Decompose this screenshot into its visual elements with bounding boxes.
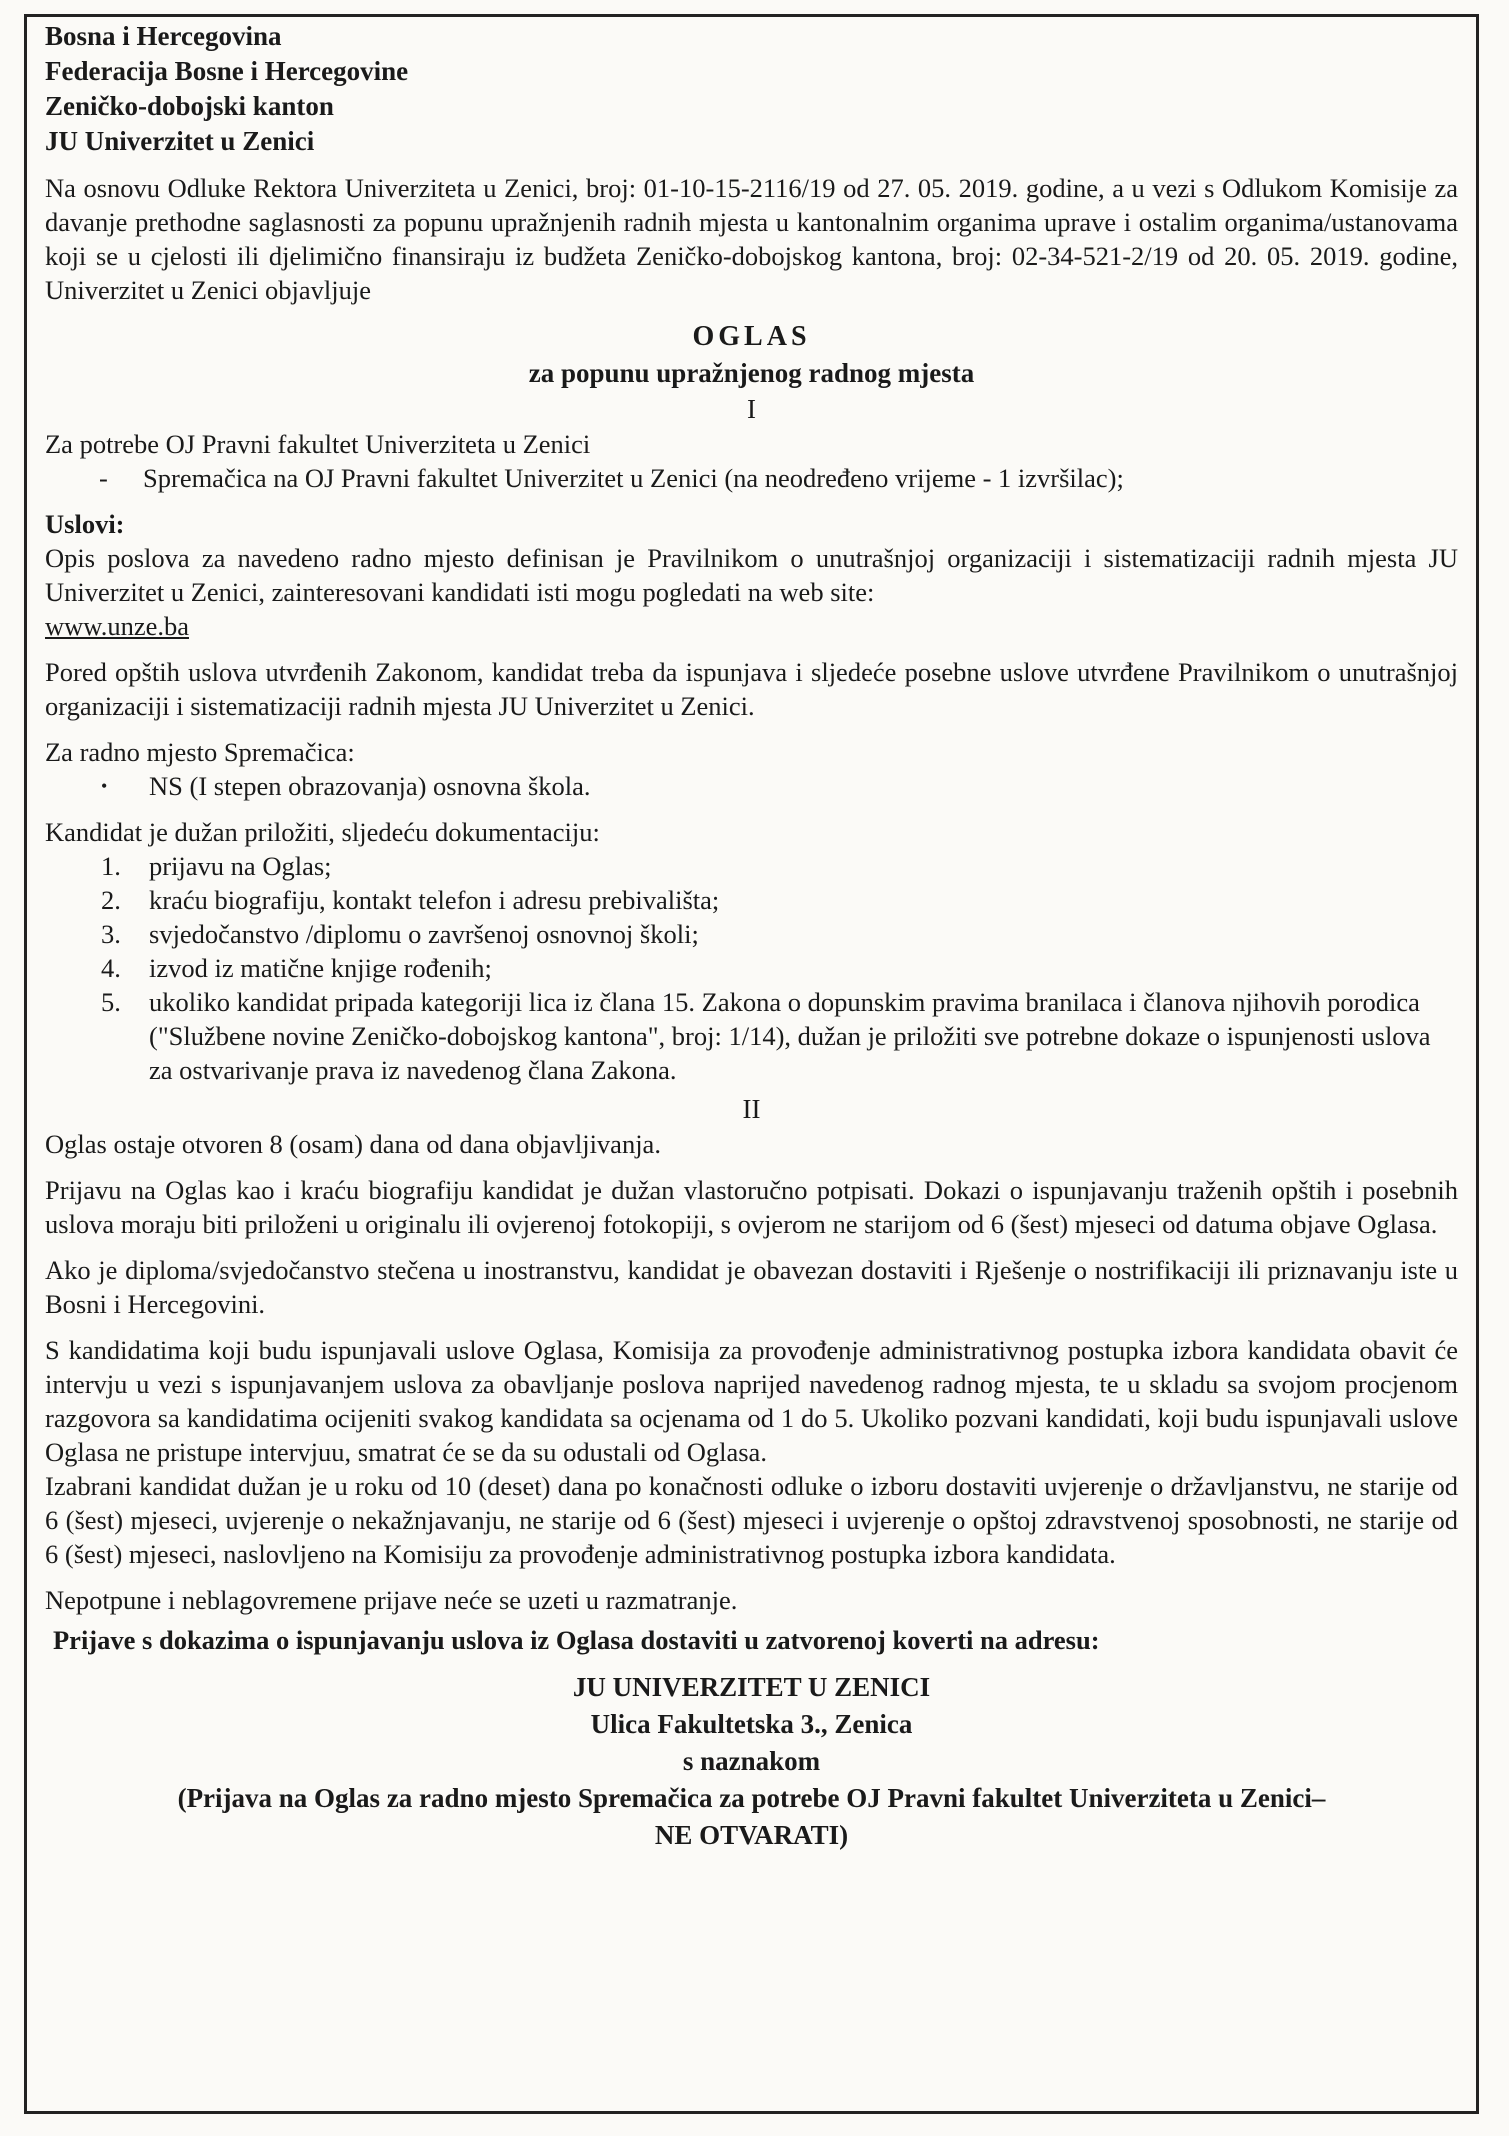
position-text: Spremačica na OJ Pravni fakultet Univerzitet u Zenici (na neodređeno vrijeme - 1 izvršilac); (143, 463, 1124, 493)
for-needs-line: Za potrebe OJ Pravni fakultet Univerziteta u Zenici (45, 429, 591, 459)
list-item: 4. izvod iz matične knjige rođenih; (101, 953, 492, 983)
submit-instruction: Prijave s dokazima o ispunjavanju uslova iz Oglasa dostaviti u zatvorenoj koverti na adresu: (53, 1625, 1100, 1655)
header-institution: JU Univerzitet u Zenici (45, 126, 315, 156)
requirement-text: NS (I stepen obrazovanja) osnovna škola. (149, 771, 591, 801)
website-link[interactable]: www.unze.ba (45, 611, 189, 641)
requirement-item (45, 769, 1458, 803)
sign-paragraph: Prijavu na Oglas kao i kraću biografiju kandidat je dužan vlastoručno potpisati. Dokazi o ispunjavanju traženih opštih i posebnih uslova moraju biti priloženi u originalu ili ovjerenoj fotokopiji, s ovjerom ne starijom od 6 (šest) mjeseci od datuma objave Oglasa. (45, 1175, 1458, 1239)
open-duration: Oglas ostaje otvoren 8 (osam) dana od dana objavljivanja. (45, 1129, 661, 1159)
intro-paragraph: Na osnovu Odluke Rektora Univerziteta u Zenici, broj: 01-10-15-2116/19 od 27. 05. 2019. godine, a u vezi s Odlukom Komisije za davanje prethodne saglasnosti za popunu upražnjenih radnih mjesta u kantonalnim organima uprave i ostalim organima/ustanovama koji se u cjelosti ili djelimično finansiraju iz budžeta Zeničko-dobojskog kantona, broj: 02-34-521-2/19 od 20. 05. 2019. godine, Univerzitet u Zenici objavljuje (45, 173, 1458, 305)
incomplete-applications: Nepotpune i neblagovremene prijave neće se uzeti u razmatranje. (45, 1585, 738, 1615)
general-conditions: Pored opštih uslova utvrđenih Zakonom, kandidat treba da ispunjava i sljedeće posebne uslove utvrđene Pravilnikom o unutrašnjoj organizaciji i sistematizaciji radnih mjesta JU Univerzitet u Zenici. (45, 657, 1458, 721)
foreign-diploma-paragraph: Ako je diploma/svjedočanstvo stečena u inostranstvu, kandidat je obavezan dostaviti i Rješenje o nostrifikaciji ili priznavanju iste u Bosni i Hercegovini. (45, 1255, 1458, 1319)
section-numeral-2: II (742, 1094, 761, 1124)
header-canton: Zeničko-dobojski kanton (45, 91, 334, 121)
selected-candidate-paragraph: Izabrani kandidat dužan je u roku od 10 (deset) dana po konačnosti odluke o izboru dostaviti uvjerenje o državljanstvu, ne starije od 6 (šest) mjeseci, uvjerenje o nekažnjavanju, ne starije od 6 (šest) mjeseci i uvjerenje o opštoj zdravstvenoj sposobnosti, ne starije od 6 (šest) mjeseci, naslovljeno na Komisiju za provođenje administrativnog postupka izbora kandidata. (45, 1471, 1458, 1569)
header-federation: Federacija Bosne i Hercegovine (45, 56, 409, 86)
for-position-line: Za radno mjesto Spremačica: (45, 737, 355, 767)
document-subtitle: za popunu upražnjenog radnog mjesta (528, 358, 975, 388)
notice-page (24, 14, 1479, 2114)
address-note-end: NE OTVARATI) (654, 1820, 849, 1850)
section-numeral-1: I (747, 394, 756, 424)
address-institution: JU UNIVERZITET U ZENICI (572, 1672, 931, 1702)
dash-marker: - (99, 463, 108, 493)
list-item: 1. prijavu na Oglas; (101, 851, 332, 881)
address-street: Ulica Fakultetska 3., Zenica (590, 1709, 913, 1739)
bullet-icon: • (101, 776, 108, 796)
list-item: 3. svjedočanstvo /diplomu o završenoj osnovnoj školi; (101, 919, 699, 949)
docs-intro: Kandidat je dužan priložiti, sljedeću dokumentaciju: (45, 817, 600, 847)
conditions-text: Opis poslova za navedeno radno mjesto definisan je Pravilnikom o unutrašnjoj organizaciji i sistematizaciji radnih mjesta JU Univerzitet u Zenici, zainteresovani kandidati isti mogu pogledati na web site: (45, 543, 1458, 607)
conditions-label: Uslovi: (45, 509, 125, 539)
position-item (45, 461, 1458, 495)
address-note-label: s naznakom (682, 1746, 821, 1776)
address-note: (Prijava na Oglas za radno mjesto Spremačica za potrebe OJ Pravni fakultet Univerziteta u Zenici– (177, 1783, 1326, 1813)
docs-list (45, 849, 1458, 1087)
list-item: 5. ukoliko kandidat pripada kategoriji lica iz člana 15. Zakona o dopunskim pravima branilaca i članova njihovih porodica ("Službene novine Zeničko-dobojskog kantona", broj: 1/14), dužan je priložiti sve potrebne dokaze o ispunjenosti uslova za ostvarivanje prava iz navedenog člana Zakona. (101, 987, 1431, 1085)
interview-paragraph: S kandidatima koji budu ispunjavali uslove Oglasa, Komisija za provođenje administrativnog postupka izbora kandidata obavit će intervju u vezi s ispunjavanjem uslova za obavljanje poslova naprijed navedenog radnog mjesta, te u skladu sa svojom procjenom razgovora sa kandidatima ocijeniti svakog kandidata sa ocjenama od 1 do 5. Ukoliko pozvani kandidati, koji budu ispunjavali uslove Oglasa ne pristupe intervjuu, smatrat će se da su odustali od Oglasa. (45, 1335, 1458, 1467)
list-item: 2. kraću biografiju, kontakt telefon i adresu prebivališta; (101, 885, 720, 915)
document-title: OGLAS (692, 321, 811, 352)
header-country: Bosna i Hercegovina (45, 21, 282, 51)
